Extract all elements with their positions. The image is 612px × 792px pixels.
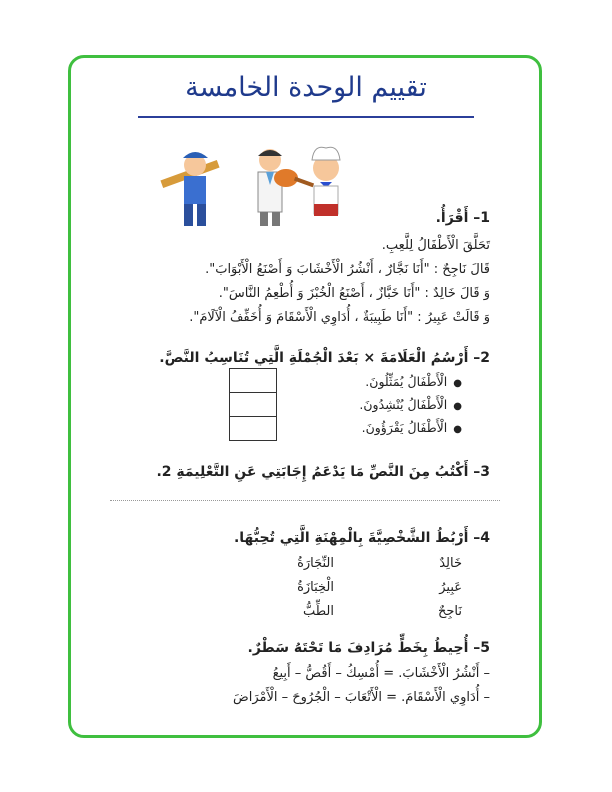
q2-heading: 2– أَرْسُمُ الْعَلَامَةَ × بَعْدَ الْجُمْلَةِ الَّتِي تُنَاسِبُ النَّصَّ. (159, 350, 490, 366)
q4-job[interactable]: الْخِبَازَةُ (297, 580, 334, 595)
q1-line: وَ قَالَتْ عَبِيرُ : "أَنَا طَبِيبَةٌ ، أُدَاوِي الْأَسْقَامَ وَ أُخَفِّفُ الْآلَامَ". (189, 310, 490, 325)
q2-item: ●الْأَطْفَالُ يُمَثِّلُونَ. (365, 374, 462, 389)
q4-heading: 4– أَرْبُطُ الشَّخْصِيَّةَ بِالْمِهْنَةِ الَّتِي تُحِبُّهَا. (233, 530, 490, 546)
baker-illustration (268, 140, 358, 230)
q5-line[interactable]: – أَنْشُرُ الْأَخْشَابَ. = أُمْسِكُ – أَقُصُّ – أَبِيعُ (272, 666, 490, 681)
q2-item-text: الْأَطْفَالُ يُنْشِدُونَ. (359, 397, 448, 412)
q4-name[interactable]: عَبِيرُ (439, 580, 462, 595)
q4-name[interactable]: خَالِدٌ (439, 556, 462, 571)
q1-line: وَ قَالَ خَالِدٌ : "أَنَا خَبَّازٌ ، أَصْنَعُ الْخُبْزَ وَ أُطْعِمُ النَّاسَ". (218, 286, 490, 301)
q2-item: ●الْأَطْفَالُ يَقْرَؤُونَ. (361, 420, 462, 435)
q1-line: تَحَلَّقَ الْأَطْفَالُ لِلَّعِبِ. (381, 238, 490, 253)
q2-item: ●الْأَطْفَالُ يُنْشِدُونَ. (359, 397, 462, 412)
q1-heading: 1– أَقْرَأُ. (435, 210, 490, 226)
q3-heading: 3– أَكْتُبُ مِنَ النَّصِّ مَا يَدْعَمُ إِجَابَتِي عَنِ التَّعْلِيمَةِ 2. (156, 464, 490, 480)
q4-job[interactable]: النِّجَارَةُ (297, 556, 334, 571)
q4-name[interactable]: نَاجِحٌ (437, 604, 462, 619)
q5-line[interactable]: – أُدَاوِي الْأَسْقَامَ. = الْأَتْعَابَ – الْجُرُوحَ – الْأَمْرَاضَ (233, 690, 490, 705)
answer-box[interactable] (230, 369, 276, 393)
q2-item-text: الْأَطْفَالُ يَقْرَؤُونَ. (361, 420, 448, 435)
q5-heading: 5– أُحِيطُ بِخَطٍّ مُرَادِفَ مَا تَحْتَهُ سَطْرٌ. (247, 640, 490, 656)
q4-job[interactable]: الطِّبُّ (302, 604, 334, 619)
answer-box[interactable] (230, 417, 276, 440)
q1-line: قَالَ نَاجِحٌ : "أَنَا نَجَّارٌ ، أَنْشُرُ الْأَخْشَابَ وَ أَصْنَعُ الْأَبْوَابَ". (205, 262, 490, 277)
q2-item-text: الْأَطْفَالُ يُمَثِّلُونَ. (365, 374, 448, 389)
page-title: تقييم الوحدة الخامسة (185, 72, 427, 103)
answer-box[interactable] (230, 393, 276, 417)
title-underline (138, 116, 474, 118)
answer-boxes (229, 368, 277, 441)
writing-line[interactable] (110, 500, 500, 501)
